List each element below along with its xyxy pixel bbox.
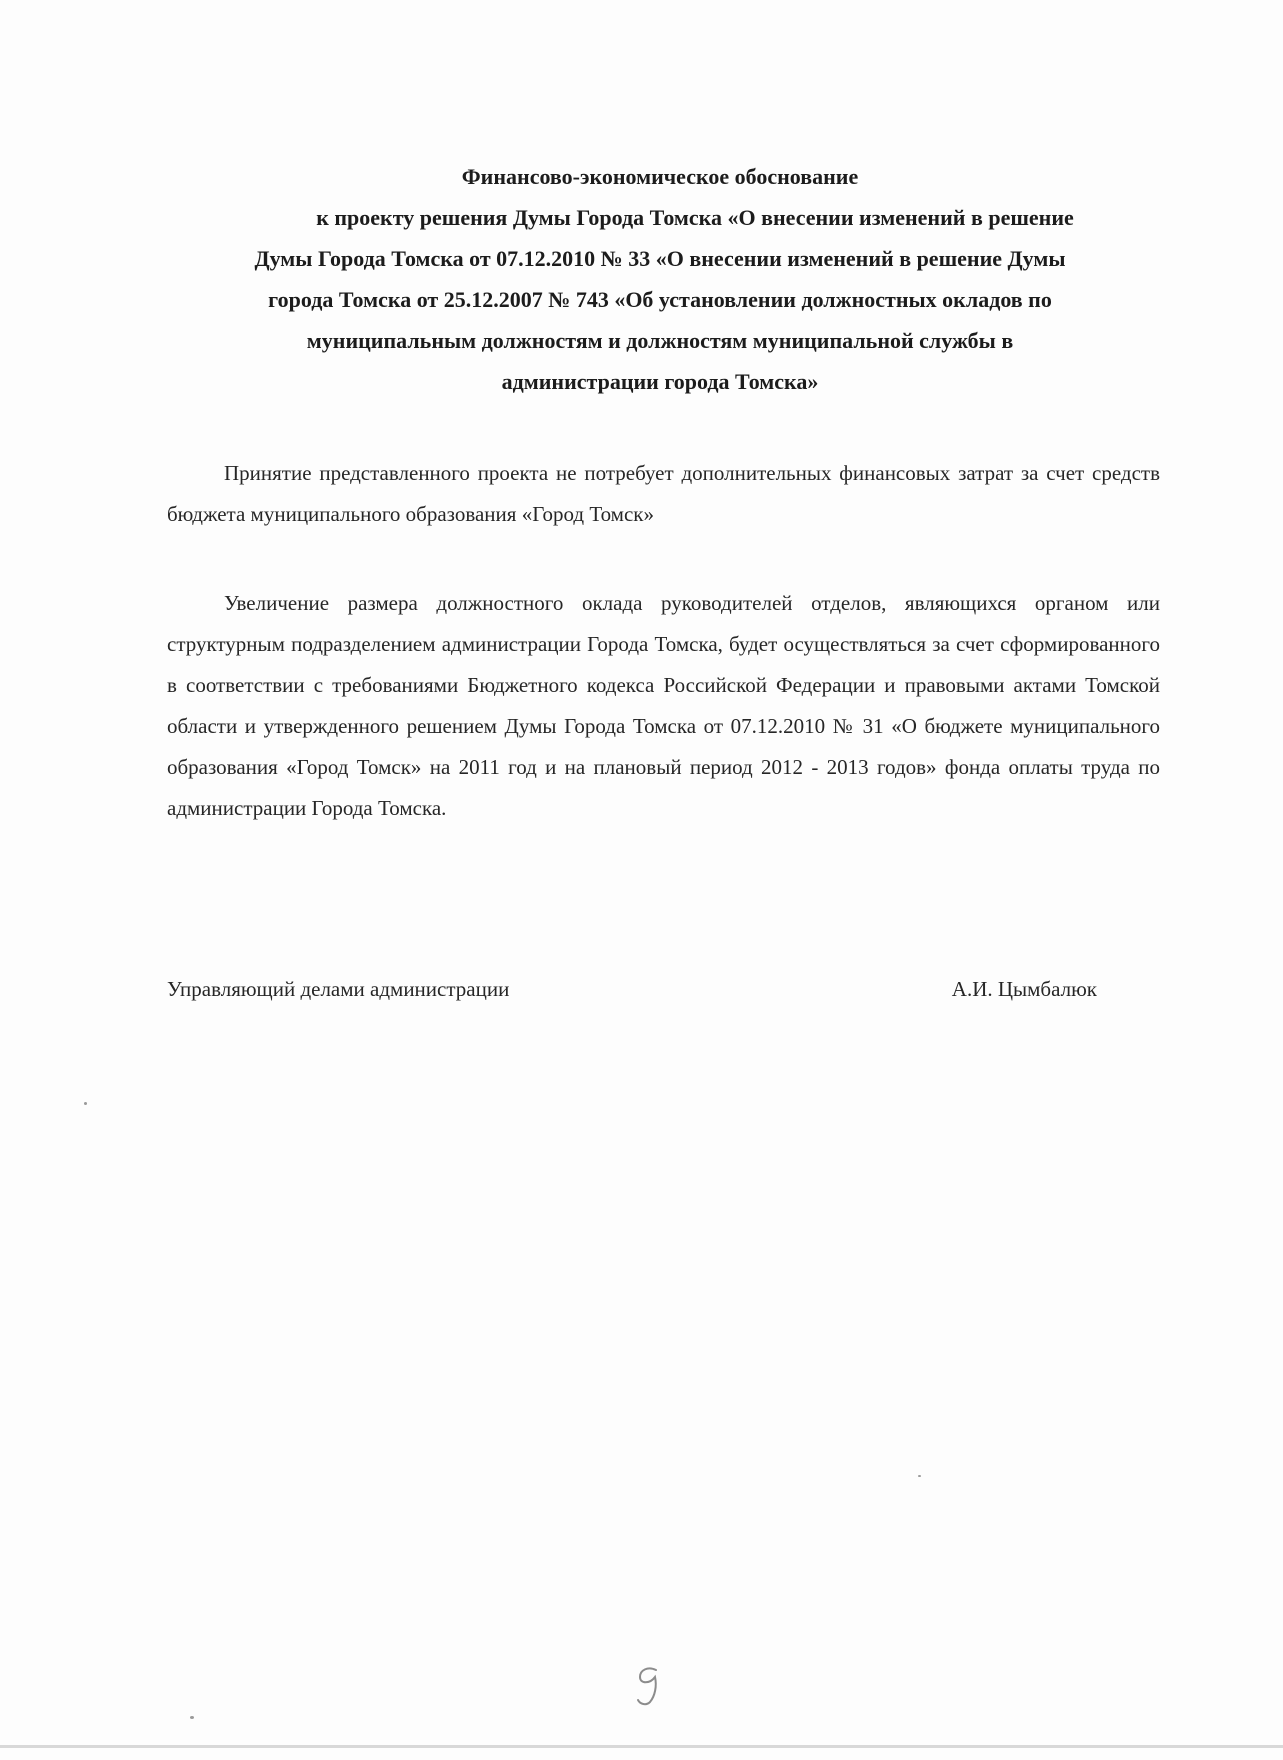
title-line: Финансово-экономическое обоснование	[461, 164, 859, 189]
signer-name: А.И. Цымбалюк	[951, 977, 1097, 1001]
title-line: Думы Города Томска от 07.12.2010 № 33 «О внесении изменений в решение Думы	[254, 246, 1066, 271]
scan-speck	[84, 1102, 87, 1105]
signer-role: Управляющий делами администрации	[167, 977, 510, 1001]
scan-speck	[190, 1716, 194, 1719]
handwritten-page-number	[630, 1660, 670, 1708]
scan-edge-line	[0, 1745, 1283, 1748]
title-line: муниципальным должностям и должностям муниципальной службы в	[306, 328, 1014, 353]
title-line: администрации города Томска»	[501, 369, 819, 394]
scan-speck	[918, 1475, 921, 1477]
title-line: к проекту решения Думы Города Томска «О внесении изменений в решение	[316, 205, 1074, 230]
body-paragraph: Увеличение размера должностного оклада руководителей отделов, являющихся органом или структурным подразделением администрации Города Томска, будет осуществляться за счет сформированного в соответствии с требованиями Бюджетного кодекса Российской Федерации и правовыми актами Томской области и утвержденного решением Думы Города Томска от 07.12.2010 № 31 «О бюджете муниципального образования «Город Томск» на 2011 год и на плановый период 2012 - 2013 годов» фонда оплаты труда по администрации Города Томска.	[167, 591, 1160, 820]
body-paragraph: Принятие представленного проекта не потребует дополнительных финансовых затрат за счет средств бюджета муниципального образования «Город Томск»	[167, 461, 1160, 526]
document-title	[160, 156, 1160, 402]
title-line: города Томска от 25.12.2007 № 743 «Об установлении должностных окладов по	[268, 287, 1052, 312]
